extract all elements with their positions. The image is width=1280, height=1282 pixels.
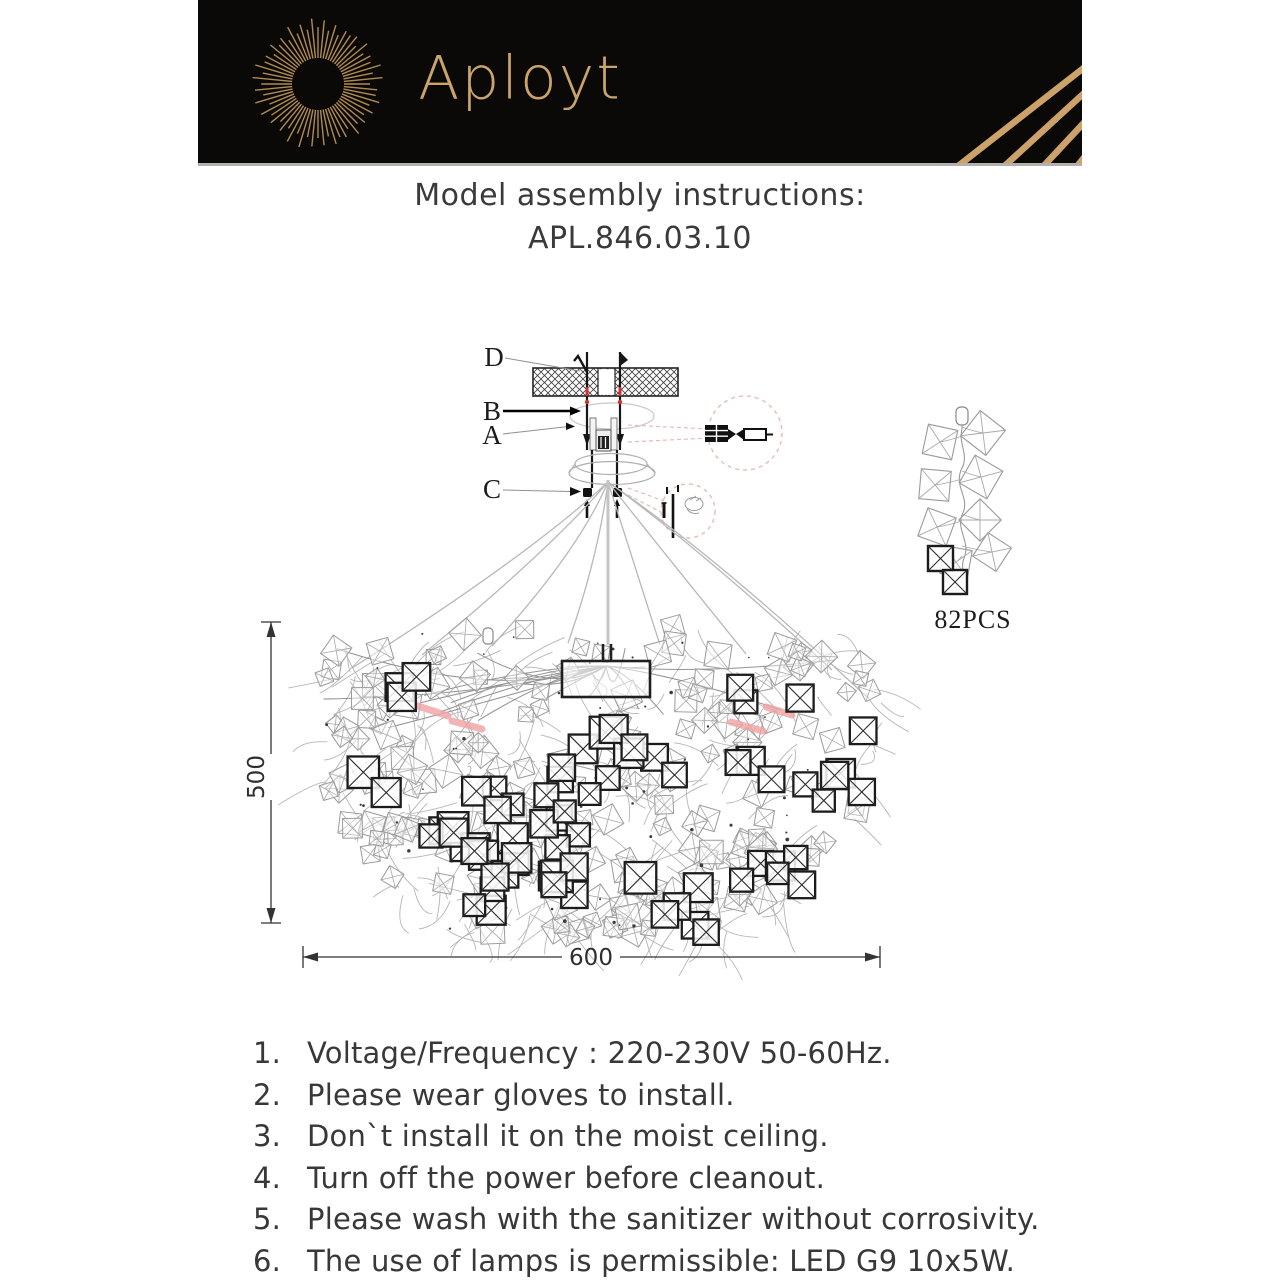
instruction-number: 1. xyxy=(253,1033,307,1075)
label-c: C xyxy=(483,474,501,504)
title-block xyxy=(0,174,1280,260)
brand-banner xyxy=(198,0,1082,166)
instruction-number: 6. xyxy=(253,1241,307,1282)
instruction-item xyxy=(253,1116,1040,1158)
label-b: B xyxy=(483,396,501,426)
parts-count-label: 82PCS xyxy=(934,605,1011,634)
instruction-text: Please wash with the sanitizer without corrosivity. xyxy=(307,1199,1040,1241)
ceiling-block xyxy=(533,368,678,396)
width-dimension-value: 600 xyxy=(569,945,613,971)
brand-wordmark: Aployt xyxy=(418,44,622,114)
instruction-item xyxy=(253,1075,1040,1117)
model-number: APL.846.03.10 xyxy=(0,217,1280,260)
instruction-number: 5. xyxy=(253,1199,307,1241)
instruction-item xyxy=(253,1033,1040,1075)
label-d: D xyxy=(484,342,504,372)
label-a: A xyxy=(482,420,502,450)
crystal-chain-detail xyxy=(918,407,1012,594)
instruction-number: 4. xyxy=(253,1158,307,1200)
canopy xyxy=(569,454,655,485)
instruction-number: 2. xyxy=(253,1075,307,1117)
instruction-text: Voltage/Frequency : 220-230V 50-60Hz. xyxy=(307,1033,892,1075)
hanging-loop xyxy=(483,628,493,644)
part-labels xyxy=(482,342,581,504)
instruction-item xyxy=(253,1158,1040,1200)
instruction-text: Don`t install it on the moist ceiling. xyxy=(307,1116,829,1158)
starburst-logo xyxy=(253,19,383,147)
corner-rays-decoration xyxy=(934,0,1082,163)
height-dimension-value: 500 xyxy=(244,755,270,799)
wire-connector-detail xyxy=(628,396,782,470)
dimension-height xyxy=(244,622,281,923)
instruction-item xyxy=(253,1241,1040,1282)
instruction-text: Please wear gloves to install. xyxy=(307,1075,735,1117)
instruction-text: The use of lamps is permissible: LED G9 10x5W. xyxy=(307,1241,1015,1282)
instruction-item xyxy=(253,1199,1040,1241)
banner-art xyxy=(198,0,1082,163)
instruction-text: Turn off the power before cleanout. xyxy=(307,1158,825,1200)
instruction-number: 3. xyxy=(253,1116,307,1158)
sheet-title: Model assembly instructions: xyxy=(0,174,1280,217)
instructions-list xyxy=(253,1033,1040,1282)
assembly-diagram xyxy=(240,330,1060,980)
